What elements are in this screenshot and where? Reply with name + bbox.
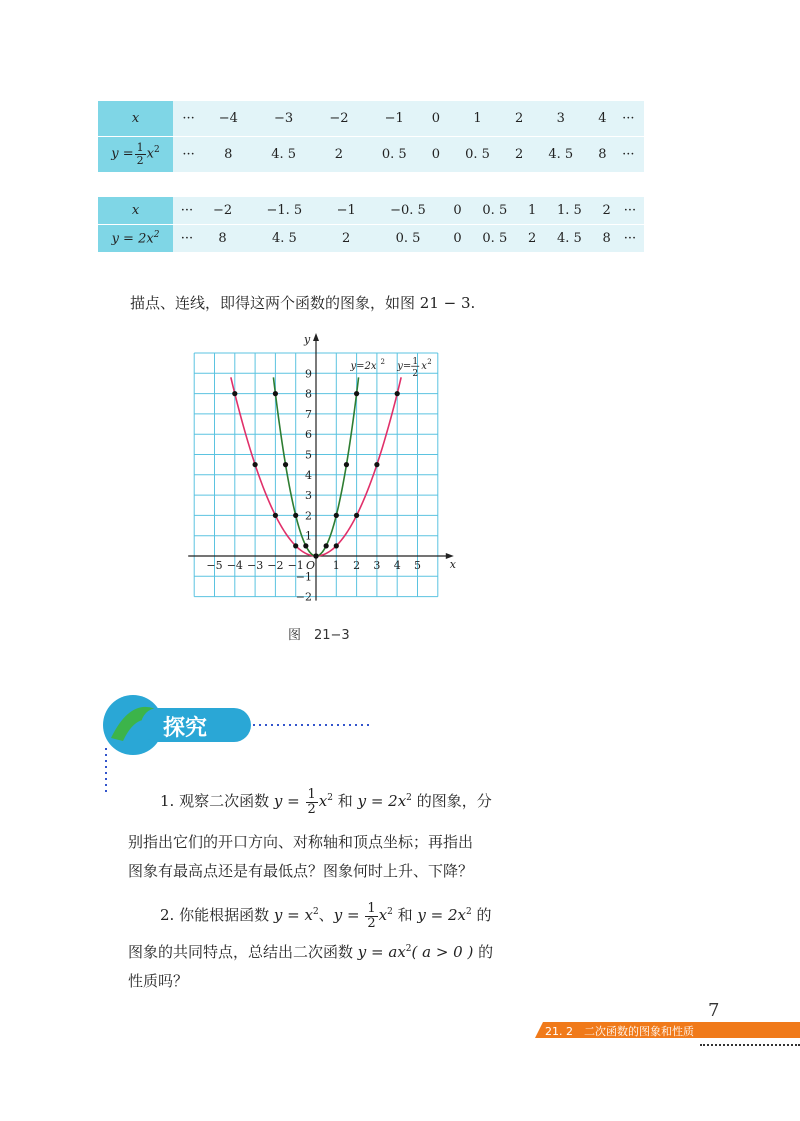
data-point (354, 391, 359, 396)
y-tick-label: −1 (295, 570, 312, 584)
data-point (395, 391, 400, 396)
curve-label-wide-var: x (421, 361, 427, 373)
data-point (334, 543, 339, 548)
figure-caption: 图 21−3 (288, 628, 350, 643)
origin-label: O (306, 559, 316, 572)
footer-dotted-line (700, 1044, 800, 1046)
curve-label-wide: y= (397, 361, 412, 373)
question-1-line-3: 图象有最高点还是有最低点？图象何时上升、下降？ (128, 862, 474, 880)
table-header-y: $y = 2x^2$ (98, 225, 173, 253)
y-tick-label: 4 (305, 468, 312, 482)
table-header-x: x (98, 197, 173, 225)
data-point (344, 462, 349, 467)
parabola-graph (180, 332, 460, 612)
x-tick-label: 5 (414, 559, 421, 572)
page-number: 7 (708, 1000, 720, 1021)
x-axis-label: x (449, 558, 457, 571)
y-tick-label: 8 (305, 387, 312, 401)
data-point (354, 513, 359, 518)
question-1-line-1: 1. 观察二次函数 y = $\frac{1}{2}$ $x^2$ 和 $y = 2x^2$ 的图象，分 (160, 787, 492, 817)
table-row: $y = 2x^2$ ··· 8 4. 5 2 0. 5 0 0. 5 2 4. 5 8 ··· (98, 225, 644, 253)
question-2-line-2: 图象的共同特点，总结出二次函数 $y = ax^2$( a > 0 ) 的 (128, 943, 494, 961)
footer-section-title: 21. 2 二次函数的图象和性质 (545, 1025, 694, 1038)
data-point (313, 553, 318, 558)
data-point (334, 513, 339, 518)
value-table-half-x-squared (98, 101, 644, 172)
x-tick-label: −4 (226, 559, 243, 572)
table-row: x ··· −4 −3 −2 −1 0 1 2 3 4 ··· (98, 101, 644, 137)
data-point (273, 391, 278, 396)
table-header-x: x (98, 101, 173, 137)
y-tick-label: 9 (305, 367, 312, 381)
data-point (283, 462, 288, 467)
data-point (324, 543, 329, 548)
table-row: y = $\frac{1}{2}$ $x^2$ ··· 8 4. 5 2 0. 5 0 0. 5 2 4. 5 8 ··· (98, 137, 644, 173)
data-point (374, 462, 379, 467)
explore-title: 探究 (163, 716, 208, 741)
y-axis-arrow (313, 333, 319, 341)
data-point (293, 513, 298, 518)
question-1-line-2: 别指出它们的开口方向、对称轴和顶点坐标；再指出 (128, 833, 474, 851)
y-tick-label: 5 (305, 448, 312, 462)
curve-label-wide-den: 2 (412, 369, 419, 380)
curve-label-steep-exp: 2 (380, 358, 385, 367)
x-tick-label: −1 (287, 559, 304, 572)
x-tick-label: 2 (353, 559, 361, 572)
question-2-line-3: 性质吗？ (128, 972, 189, 990)
y-axis-label: y (304, 333, 311, 346)
curve-label-wide-exp: 2 (427, 358, 432, 367)
y-tick-label: 7 (305, 407, 312, 421)
question-2-line-1: 2. 你能根据函数 $y = x^2$、y = $\frac{1}{2}$ $x^2$ 和 $y = 2x^2$ 的 (160, 901, 492, 931)
x-tick-label: 4 (393, 559, 401, 572)
table-row: x ··· −2 −1. 5 −1 −0. 5 0 0. 5 1 1. 5 2 ··· (98, 197, 644, 225)
x-tick-label: 3 (373, 559, 381, 572)
x-tick-label: −3 (246, 559, 264, 572)
table-header-y: y = $\frac{1}{2}$ $x^2$ (98, 137, 173, 173)
y-tick-label: 1 (305, 529, 312, 543)
data-point (303, 543, 308, 548)
curve-label-steep: y=2x (350, 361, 377, 373)
y-tick-label: 3 (305, 489, 312, 503)
data-point (253, 462, 258, 467)
explore-banner (93, 683, 373, 793)
data-point (293, 543, 298, 548)
x-tick-label: −2 (267, 559, 284, 572)
y-tick-label: 6 (305, 428, 312, 442)
y-tick-label: 2 (305, 509, 312, 523)
value-table-two-x-squared (98, 197, 644, 252)
data-point (232, 391, 237, 396)
intro-text: 描点、连线，即得这两个函数的图象，如图 21 − 3. (130, 294, 476, 312)
x-tick-label: 1 (332, 559, 340, 572)
x-tick-label: −5 (206, 559, 223, 572)
curve-label-wide-num: 1 (412, 357, 419, 368)
y-tick-label: −2 (295, 590, 312, 604)
data-point (273, 513, 278, 518)
